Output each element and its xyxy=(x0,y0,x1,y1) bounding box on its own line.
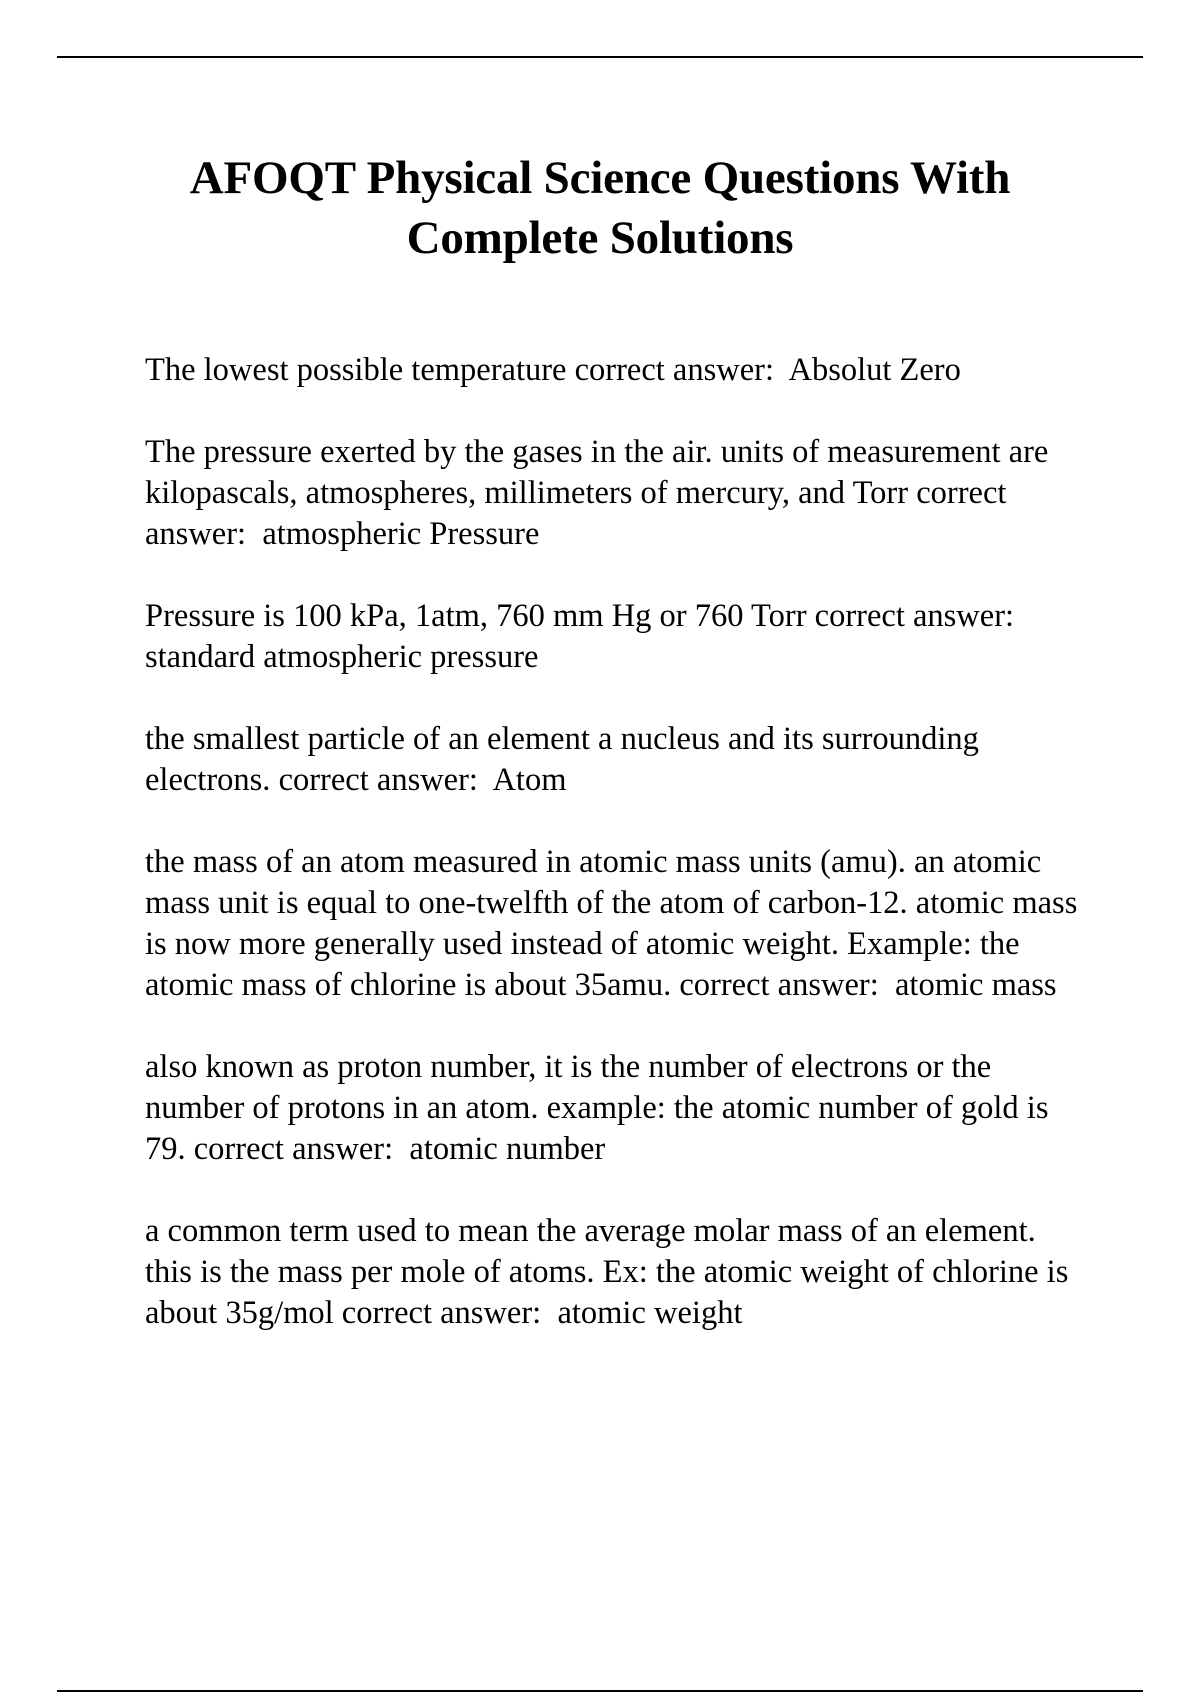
qa-item xyxy=(145,1211,1090,1334)
qa-list xyxy=(145,350,1090,1375)
answer-text: standard atmospheric pressure xyxy=(145,639,539,675)
qa-item xyxy=(145,1047,1090,1170)
answer-prefix: correct answer: xyxy=(341,1295,542,1331)
qa-item xyxy=(145,432,1090,555)
answer-prefix: correct answer: xyxy=(679,967,879,1003)
qa-item xyxy=(145,842,1090,1006)
question-text: the smallest particle of an element a nucleus and its surrounding electrons. xyxy=(145,721,979,798)
answer-text: Atom xyxy=(492,762,567,798)
question-text: The lowest possible temperature xyxy=(145,352,567,388)
answer-prefix: correct answer: xyxy=(574,352,774,388)
answer-prefix: correct answer: xyxy=(193,1131,394,1167)
question-text: a common term used to mean the average molar mass of an element. this is the mass per mole of atoms. Ex: the atomic weight of chlorine is about 35g/mol xyxy=(145,1213,1069,1331)
top-divider xyxy=(57,56,1143,58)
question-text: The pressure exerted by the gases in the air. units of measurement are kilopascals, atmospheres, millimeters of mercury, and Torr xyxy=(145,434,1049,511)
question-text: also known as proton number, it is the number of electrons or the number of protons in an atom. example: the atomic number of gold is 79. xyxy=(145,1049,1049,1167)
bottom-divider xyxy=(57,1690,1143,1692)
question-text: the mass of an atom measured in atomic mass units (amu). an atomic mass unit is equal to one-twelfth of the atom of carbon-12. atomic mass is now more generally used instead of atomic weight. Example: the atomic mass of chlorine is about 35amu. xyxy=(145,844,1078,1003)
answer-prefix: correct answer: xyxy=(814,598,1015,634)
answer-text: atomic number xyxy=(409,1131,606,1167)
answer-text: atmospheric Pressure xyxy=(262,516,540,552)
qa-item xyxy=(145,350,1090,391)
answer-prefix: correct answer: xyxy=(145,475,1007,552)
question-text: Pressure is 100 kPa, 1atm, 760 mm Hg or 760 Torr xyxy=(145,598,807,634)
qa-item xyxy=(145,719,1090,801)
answer-text: atomic weight xyxy=(557,1295,743,1331)
answer-text: Absolut Zero xyxy=(788,352,961,388)
qa-item xyxy=(145,596,1090,678)
page-title: AFOQT Physical Science Questions With Complete Solutions xyxy=(189,152,1011,264)
answer-text: atomic mass xyxy=(895,967,1057,1003)
answer-prefix: correct answer: xyxy=(278,762,478,798)
